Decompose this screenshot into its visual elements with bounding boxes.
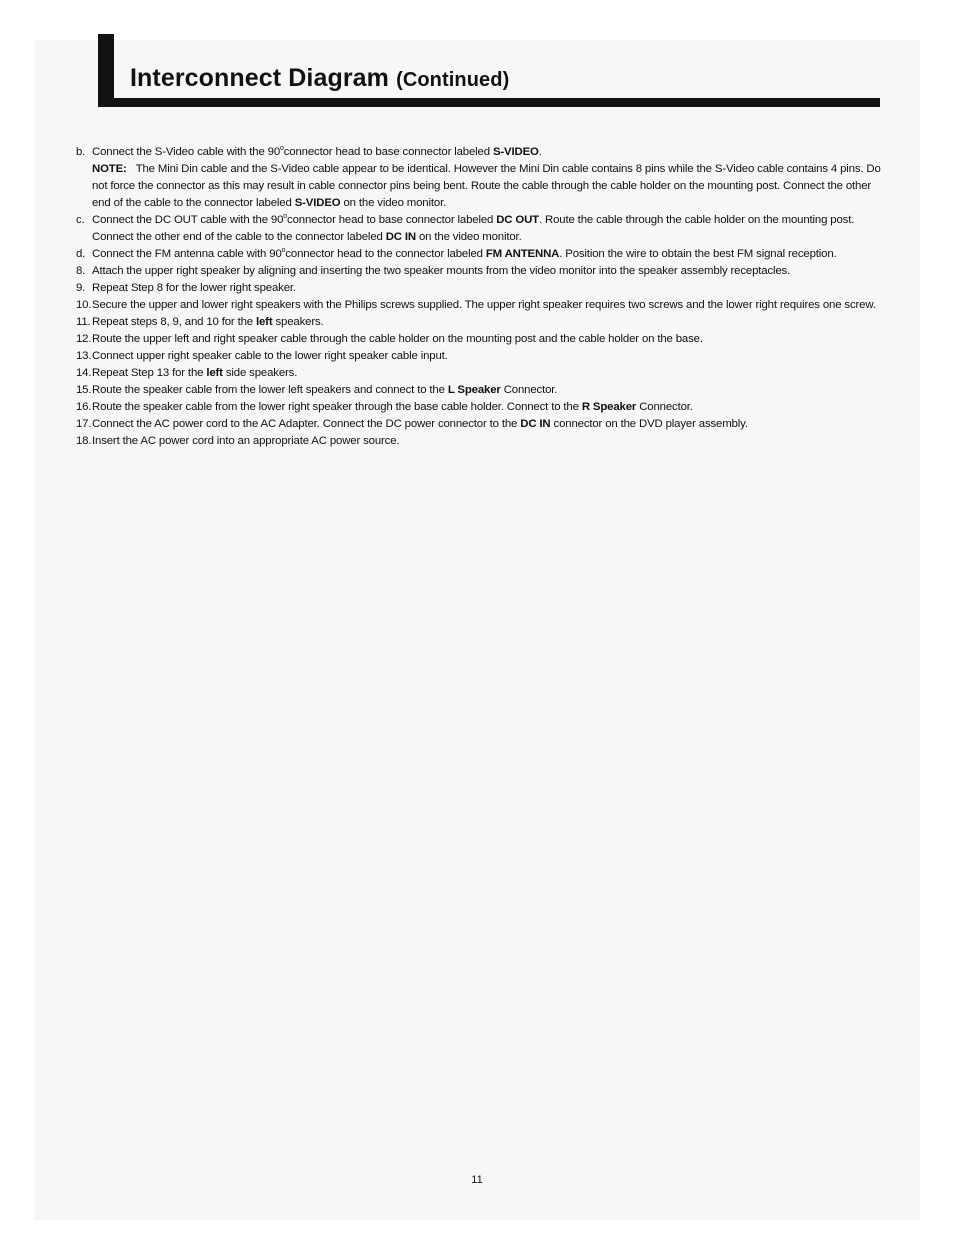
- header-rule: [98, 98, 880, 107]
- step-number: 14.: [76, 367, 92, 379]
- text-run: Connect the DC OUT cable with the 90: [92, 214, 284, 226]
- step-18: [76, 433, 884, 450]
- text-run: connector head to base connector labeled: [283, 146, 493, 158]
- text-run: Connect the S-Video cable with the 90: [92, 146, 281, 158]
- step-number: 8.: [76, 265, 86, 277]
- title-main: Interconnect Diagram: [130, 64, 390, 92]
- step-8: [76, 263, 884, 280]
- step-text: [92, 212, 884, 246]
- text-run: on the video monitor.: [340, 197, 447, 209]
- step-12: [76, 331, 884, 348]
- step-text: Route the upper left and right speaker cable through the cable holder on the mounting post and the cable holder on the base.: [92, 333, 703, 345]
- step-text: Attach the upper right speaker by aligning and inserting the two speaker mounts from the video monitor into the speaker assembly receptacles.: [92, 265, 791, 277]
- text-run: . Position the wire to obtain the best FM signal reception.: [559, 248, 837, 260]
- text-run: Connector.: [500, 384, 558, 396]
- step-text: [92, 399, 884, 416]
- note-label: NOTE:: [92, 163, 127, 175]
- step-text: [92, 365, 884, 382]
- step-13: [76, 348, 884, 365]
- title-sub: (Continued): [396, 69, 510, 91]
- step-text: [92, 416, 884, 433]
- step-number: 13.: [76, 350, 92, 362]
- step-text: [92, 246, 884, 263]
- step-9: [76, 280, 884, 297]
- step-17: [76, 416, 884, 433]
- connector-label: R Speaker: [581, 401, 637, 413]
- connector-label: FM ANTENNA: [485, 248, 560, 260]
- text-run: Route the speaker cable from the lower left speakers and connect to the: [92, 384, 448, 396]
- connector-label: DC OUT: [496, 214, 539, 226]
- connector-label: DC IN: [520, 418, 551, 430]
- text-run: speakers.: [272, 316, 324, 328]
- step-number: 16.: [76, 401, 92, 413]
- step-number: 10.: [76, 299, 92, 311]
- text-run: . Route the cable through the cable holder on the mounting post. Connect the other end of the cable to the connector labeled: [92, 214, 855, 243]
- text-run: Connector.: [636, 401, 693, 413]
- text-run: connector head to base connector labeled: [287, 214, 497, 226]
- text-run: connector on the DVD player assembly.: [550, 418, 748, 430]
- step-11: [76, 314, 884, 331]
- step-text: Connect upper right speaker cable to the lower right speaker cable input.: [92, 350, 448, 362]
- step-text: Repeat Step 8 for the lower right speaker.: [92, 282, 296, 294]
- step-10: [76, 297, 884, 314]
- degree-mark: o: [283, 213, 288, 221]
- step-number: 15.: [76, 384, 92, 396]
- text-run: The Mini Din cable and the S-Video cable appear to be identical. However the Mini Din cable contains 8 pins while the S-Video cable contains 4 pins. Do not force the connector as this may result in cable connector pins being bent. Route the cable through the cable holder on the mounting post. Connect the other end of the cable to the connector labeled: [92, 163, 881, 209]
- degree-mark: o: [281, 247, 286, 255]
- step-text: Secure the upper and lower right speakers with the Philips screws supplied. The upper right speaker requires two screws and the lower right requires one screw.: [92, 299, 876, 311]
- emphasis: left: [206, 367, 223, 379]
- section-header: [98, 34, 880, 108]
- step-text: [92, 382, 884, 399]
- emphasis: left: [255, 316, 273, 328]
- step-number: 18.: [76, 435, 92, 447]
- step-number: b.: [76, 146, 86, 158]
- step-number: 17.: [76, 418, 92, 430]
- connector-label: DC IN: [385, 231, 416, 243]
- step-text: Insert the AC power cord into an appropriate AC power source.: [92, 435, 400, 447]
- connector-label: S-VIDEO: [492, 146, 539, 158]
- header-vertical-bar: [98, 34, 114, 106]
- step-number: d.: [76, 248, 86, 260]
- step-c: [76, 212, 884, 246]
- step-number: 11.: [76, 316, 91, 328]
- text-run: Connect the FM antenna cable with 90: [92, 248, 282, 260]
- connector-label: L Speaker: [447, 384, 501, 396]
- text-run: Repeat steps 8, 9, and 10 for the: [92, 316, 256, 328]
- step-text: [92, 314, 884, 331]
- step-16: [76, 399, 884, 416]
- step-number: 9.: [76, 282, 86, 294]
- step-d: [76, 246, 884, 263]
- step-14: [76, 365, 884, 382]
- text-run: Repeat Step 13 for the: [92, 367, 207, 379]
- note-text: [92, 161, 884, 212]
- step-number: c.: [76, 214, 85, 226]
- text-run: on the video monitor.: [415, 231, 522, 243]
- text-run: .: [538, 146, 542, 158]
- text-run: Connect the AC power cord to the AC Adapter. Connect the DC power connector to the: [92, 418, 521, 430]
- degree-mark: o: [280, 145, 284, 153]
- step-text: [92, 144, 884, 161]
- page-title: [130, 64, 509, 93]
- step-b: [76, 144, 884, 161]
- text-run: connector head to the connector labeled: [285, 248, 486, 260]
- instruction-list: [76, 144, 884, 450]
- text-run: side speakers.: [222, 367, 298, 379]
- connector-label: S-VIDEO: [294, 197, 341, 209]
- step-number: 12.: [76, 333, 92, 345]
- step-15: [76, 382, 884, 399]
- text-run: Route the speaker cable from the lower right speaker through the base cable holder. Connect to the: [92, 401, 582, 413]
- page-number: 11: [471, 1174, 483, 1186]
- note-block: [92, 161, 884, 212]
